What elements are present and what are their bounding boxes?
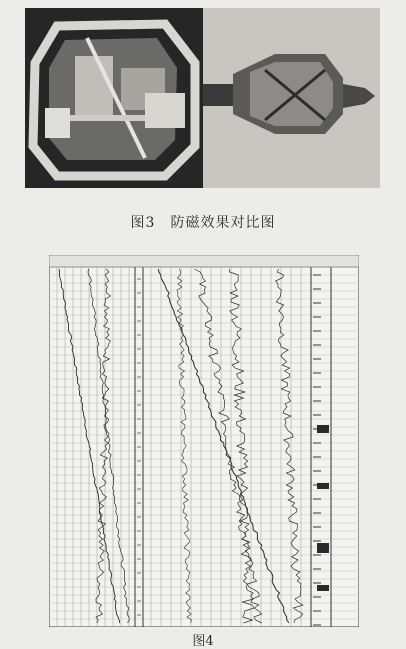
figure-3-caption: 图3 防磁效果对比图 xyxy=(130,215,276,231)
right-photo-probe xyxy=(203,8,380,188)
figure-3-photo xyxy=(25,8,380,188)
left-photo-cage xyxy=(25,8,203,188)
chart-header xyxy=(49,255,359,267)
lithology-block xyxy=(317,543,329,553)
figure-4-caption: 图4 xyxy=(192,634,214,649)
figure-4-log-chart xyxy=(49,255,359,627)
lithology-block xyxy=(317,483,329,489)
lithology-block xyxy=(317,585,329,591)
lithology-block xyxy=(317,425,329,433)
